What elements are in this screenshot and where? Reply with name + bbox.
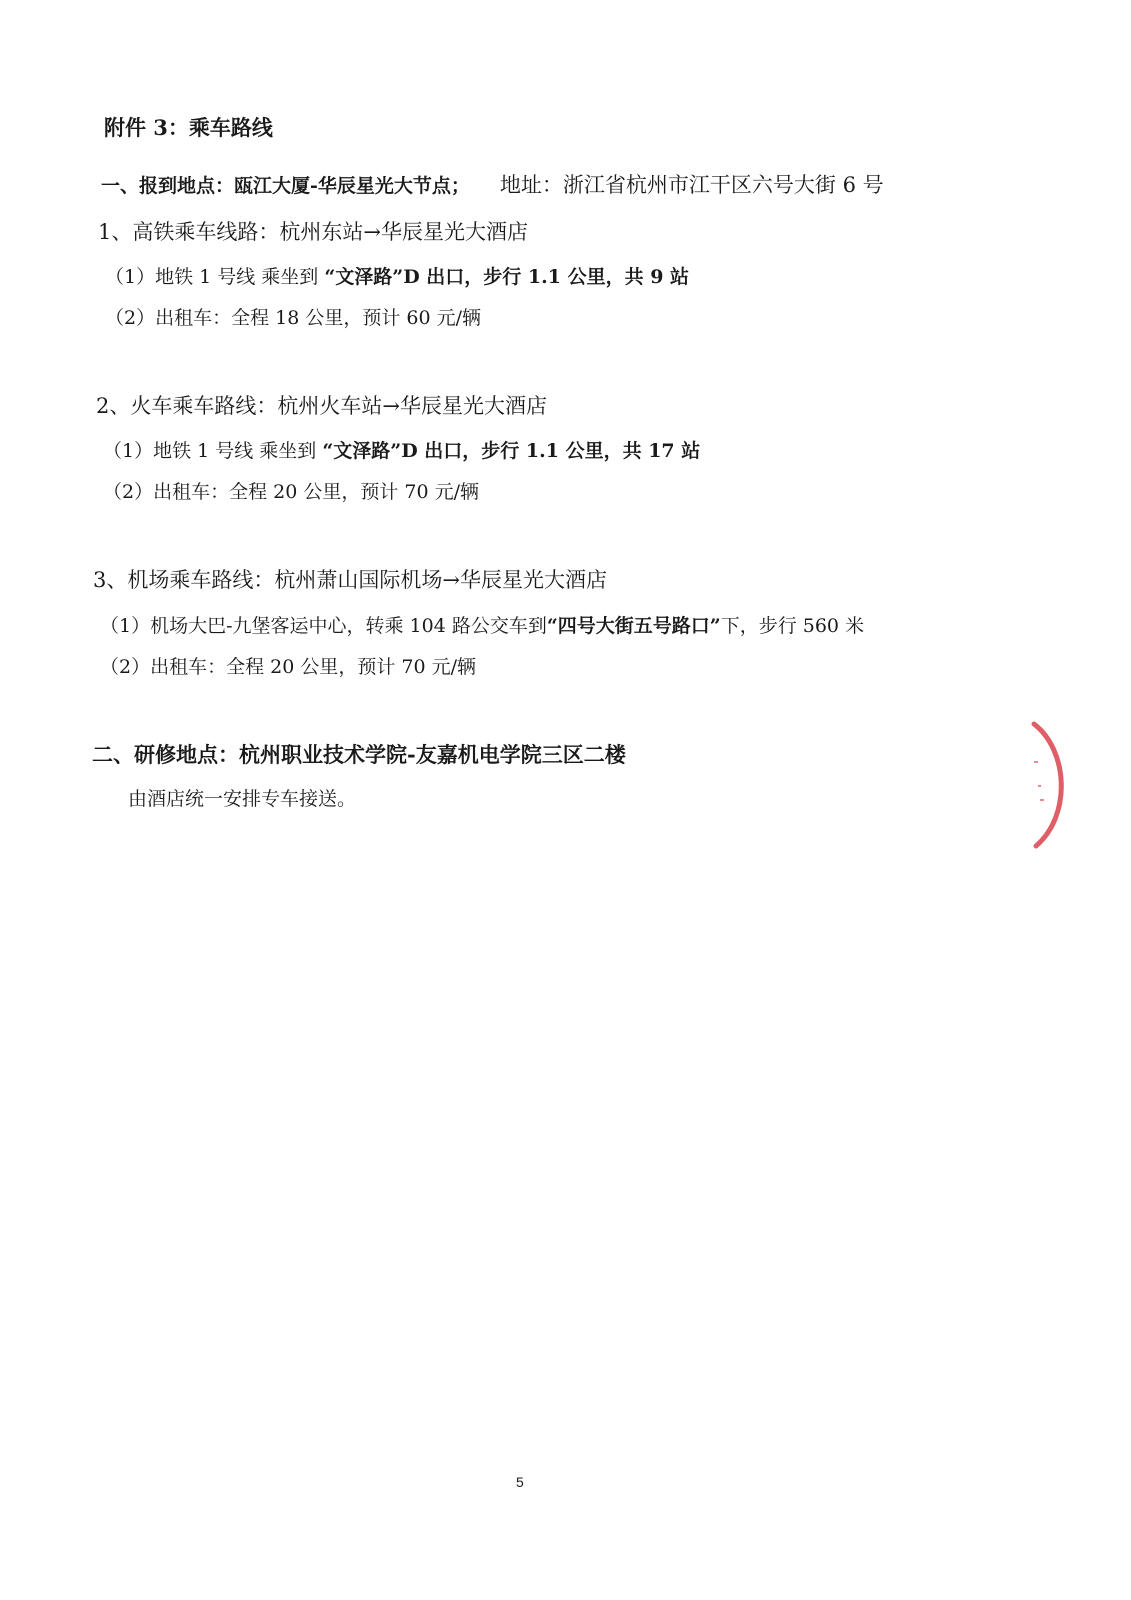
registration-location: 一、报到地点：瓯江大厦-华辰星光大节点； <box>101 175 470 197</box>
section-1-heading <box>101 173 884 198</box>
attachment-title: 附件 3：乘车路线 <box>104 115 273 140</box>
registration-address: 地址：浙江省杭州市江干区六号大街 6 号 <box>499 173 884 197</box>
route-3-item-1-stop: “四号大街五号路口” <box>546 615 721 637</box>
seal-stamp-fragment <box>1020 720 1080 850</box>
section-2-heading: 二、研修地点：杭州职业技术学院-友嘉机电学院三区二楼 <box>92 742 626 767</box>
route-1-item-1-detail: “文泽路”D 出口，步行 1.1 公里，共 9 站 <box>324 266 690 288</box>
route-1-item-2: （2）出租车：全程 18 公里，预计 60 元/辆 <box>105 307 482 329</box>
route-1-title: 1、高铁乘车线路：杭州东站→华辰星光大酒店 <box>98 220 528 244</box>
route-3-item-1 <box>100 614 864 638</box>
route-3-item-1-prefix: （1）机场大巴-九堡客运中心，转乘 104 路公交车到 <box>100 615 547 637</box>
route-2-item-1-prefix: （1）地铁 1 号线 乘坐到 <box>103 440 323 462</box>
route-1-item-1 <box>105 265 689 289</box>
route-2-item-1 <box>103 439 700 463</box>
route-1-item-1-prefix: （1）地铁 1 号线 乘坐到 <box>105 266 325 288</box>
route-3-item-1-suffix: 下，步行 560 米 <box>720 615 865 637</box>
route-2-title: 2、火车乘车路线：杭州火车站→华辰星光大酒店 <box>96 394 547 418</box>
route-3-title: 3、机场乘车路线：杭州萧山国际机场→华辰星光大酒店 <box>93 568 607 592</box>
route-2-item-2: （2）出租车：全程 20 公里，预计 70 元/辆 <box>103 481 480 503</box>
route-2-item-1-detail: “文泽路”D 出口，步行 1.1 公里，共 17 站 <box>322 440 701 462</box>
route-3-item-2: （2）出租车：全程 20 公里，预计 70 元/辆 <box>100 656 477 678</box>
section-2-body: 由酒店统一安排专车接送。 <box>128 788 357 810</box>
page-number: 5 <box>516 1474 524 1490</box>
